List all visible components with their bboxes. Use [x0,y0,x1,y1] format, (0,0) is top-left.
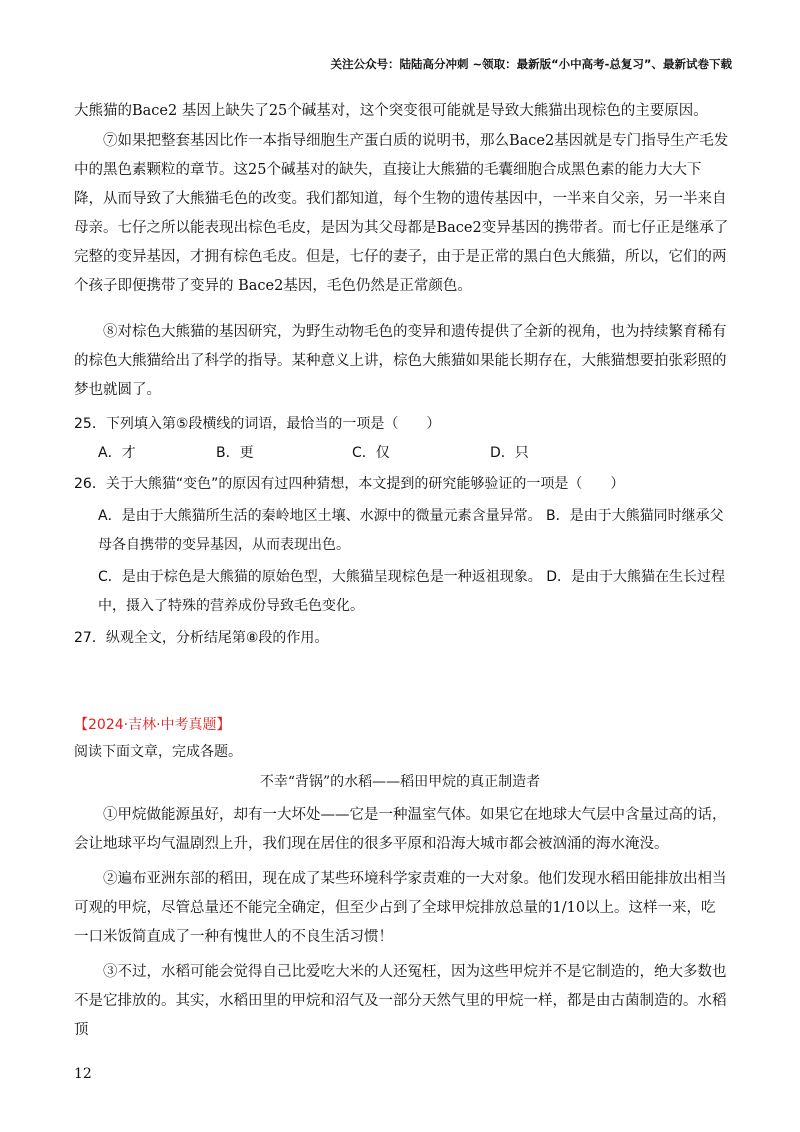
page-number: 12 [74,1066,92,1082]
question-26-options-cd: C．是由于棕色是大熊猫的原始色型，大熊猫呈现棕色是一种返祖现象。 D．是由于大熊猫在生长过程中，摄入了特殊的营养成份导致毛色变化。 [98,569,726,614]
article-paragraph-3: ③不过，水稻可能会觉得自己比爱吃大米的人还冤枉，因为这些甲烷并不是它制造的，绝大多数也不是它排放的。其实，水稻田里的甲烷和沼气及一部分天然气里的甲烷一样，都是由古菌制造的。水稻顶 [74,964,727,1038]
question-26-stem: 26．关于大熊猫“变色”的原因有过四种猜想，本文提到的研究能够验证的一项是（ ） [74,476,625,492]
reading-instruction: 阅读下面文章，完成各题。 [74,744,242,760]
question-25-stem: 25．下列填入第⑤段横线的词语，最恰当的一项是（ ） [74,416,441,432]
article-paragraph-2: ②遍布亚洲东部的稻田，现在成了某些环境科学家责难的一大对象。他们发现水稻田能排放出相当可观的甲烷，尽管总量还不能完全确定，但至少占到了全球甲烷排放总量的1/10以上。这样一来，吃一口米饭简直成了一种有愧世人的不良生活习惯！ [74,871,727,945]
passage-paragraph-tail: 大熊猫的Bace2 基因上缺失了25个碱基对，这个突变很可能就是导致大熊猫出现棕色的主要原因。 [74,103,708,119]
question-27-stem: 27．纵观全文，分析结尾第⑧段的作用。 [74,630,329,646]
question-25-option-d: D．只 [490,445,529,461]
passage-paragraph-8: ⑧对棕色大熊猫的基因研究，为野生动物毛色的变异和遗传提供了全新的视角，也为持续繁育稀有的棕色大熊猫给出了科学的指导。某种意义上讲，棕色大熊猫如果能长期存在，大熊猫想要拍张彩照的梦也就圆了。 [74,324,727,398]
question-25-option-b: B．更 [216,445,254,461]
question-25-options [98,442,730,464]
passage-paragraph-7: ⑦如果把整套基因比作一本指导细胞生产蛋白质的说明书，那么Bace2基因就是专门指导生产毛发中的黑色素颗粒的章节。这25个碱基对的缺失，直接让大熊猫的毛囊细胞合成黑色素的能力大大下降，从而导致了大熊猫毛色的改变。我们都知道，每个生物的遗传基因中，一半来自父亲，另一半来自母亲。七仔之所以能表现出棕色毛皮，是因为其父母都是Bace2变异基因的携带者。而七仔正是继承了完整的变异基因，才拥有棕色毛皮。但是，七仔的妻子，由于是正常的黑白色大熊猫，所以，它们的两个孩子即便携带了变异的 Bace2基因，毛色仍然是正常颜色。 [74,133,729,294]
question-26-options-ab: A．是由于大熊猫所生活的秦岭地区土壤、水源中的微量元素含量异常。 B．是由于大熊猫同时继承父母各自携带的变异基因，从而表现出色。 [98,508,724,553]
page-header: 关注公众号：陆陆高分冲刺 ~领取：最新版“小中高考-总复习”、最新试卷下载 [330,57,732,71]
exam-source-tag: 【2024·吉林·中考真题】 [74,717,231,733]
question-25-option-c: C．仅 [352,445,390,461]
article-paragraph-1: ①甲烷做能源虽好，却有一大坏处——它是一种温室气体。如果它在地球大气层中含量过高的话，会让地球平均气温剧烈上升，我们现在居住的很多平原和沿海大城市都会被汹涌的海水淹没。 [74,807,727,852]
article-title: 不幸“背锅”的水稻——稻田甲烷的真正制造者 [259,774,541,790]
question-25-option-a: A．才 [98,445,136,461]
